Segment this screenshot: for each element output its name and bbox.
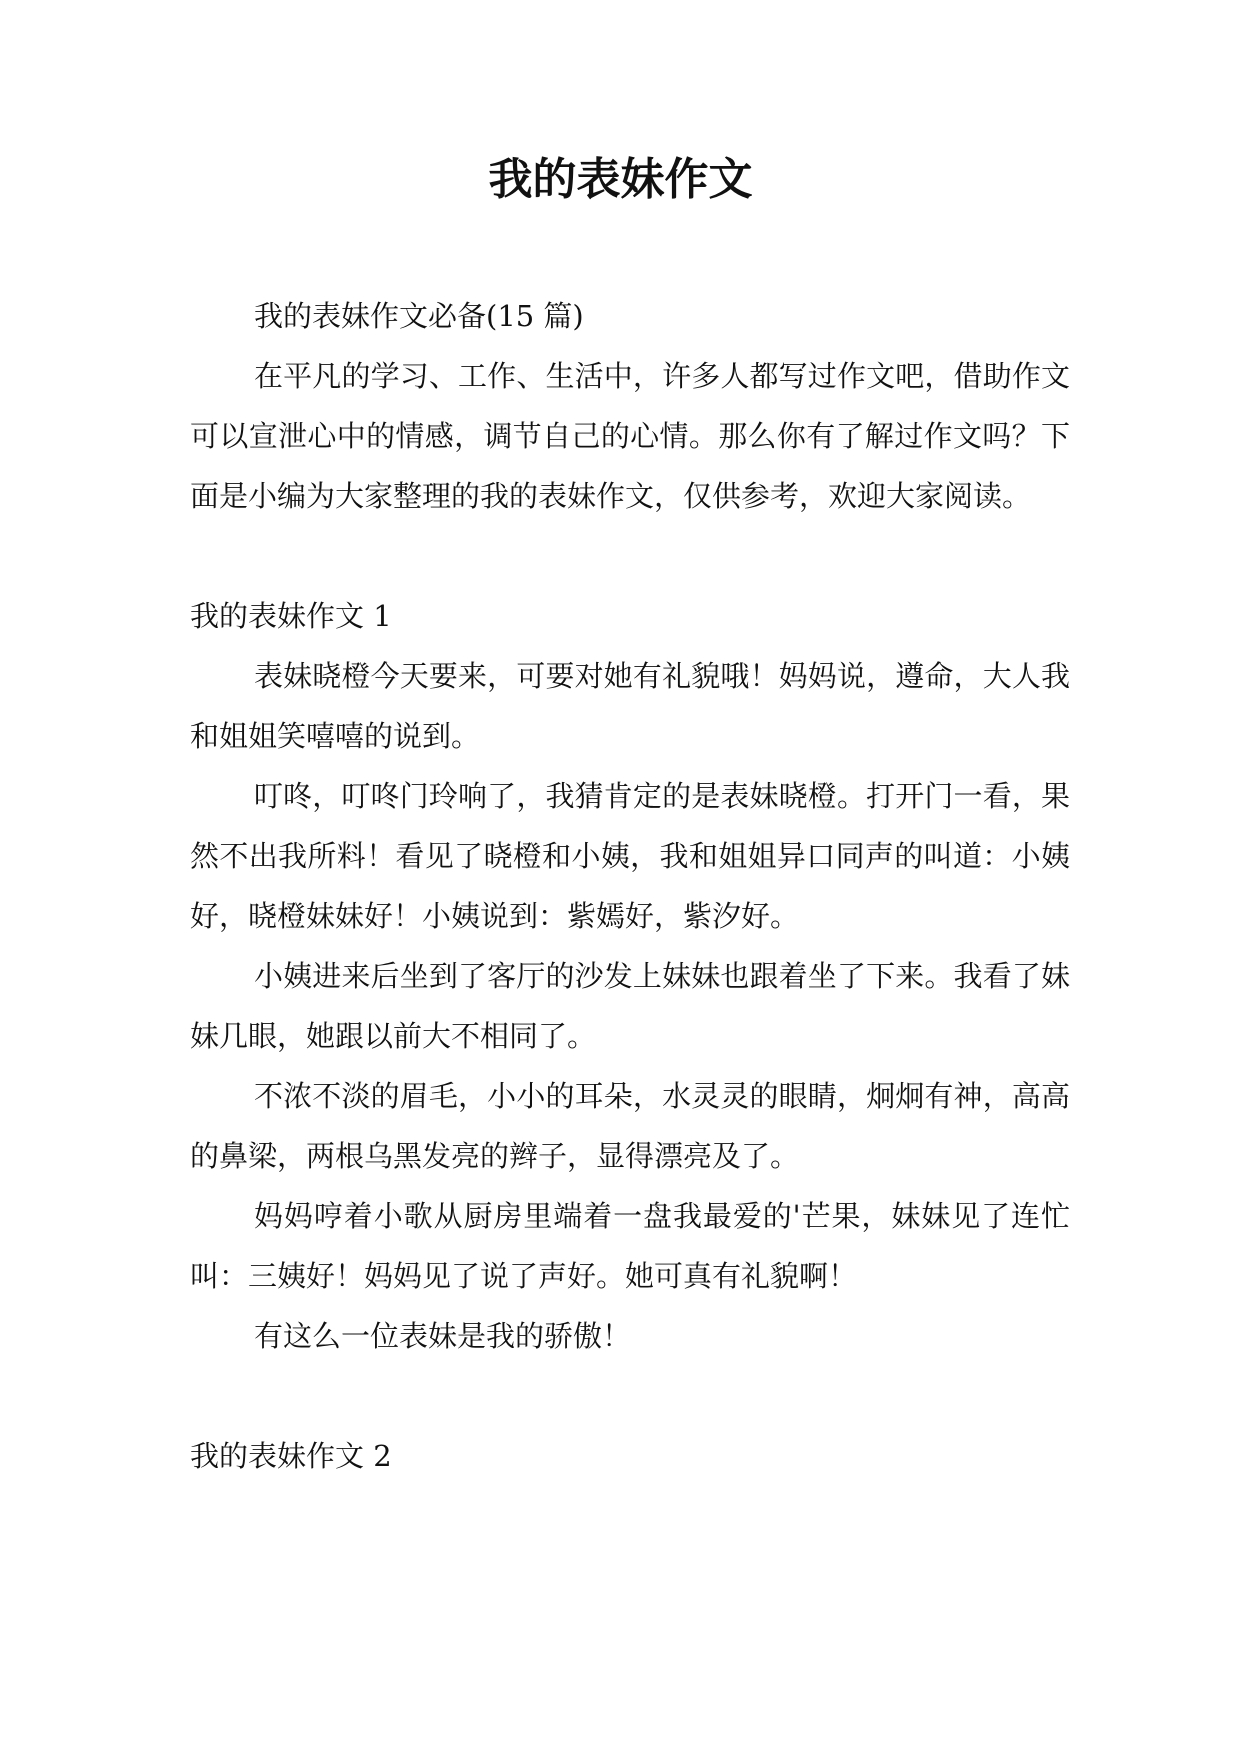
section-gap	[190, 1366, 1070, 1426]
intro-paragraph: 在平凡的学习、工作、生活中，许多人都写过作文吧，借助作文可以宣泄心中的情感，调节自己的心情。那么你有了解过作文吗？下面是小编为大家整理的我的表妹作文，仅供参考，欢迎大家阅读。	[190, 359, 1070, 513]
essay-1-paragraph: 叮咚，叮咚门玲响了，我猜肯定的是表妹晓橙。打开门一看，果然不出我所料！看见了晓橙和小姨，我和姐姐异口同声的叫道：小姨好，晓橙妹妹好！小姨说到：紫嫣好，紫汐好。	[190, 779, 1070, 933]
section-gap	[190, 526, 1070, 586]
intro-subtitle: 我的表妹作文必备(15 篇)	[254, 299, 584, 333]
essay-1-paragraph: 表妹晓橙今天要来，可要对她有礼貌哦！妈妈说，遵命，大人我和姐姐笑嘻嘻的说到。	[190, 659, 1070, 753]
essay-2-heading: 我的表妹作文 2	[190, 1439, 392, 1473]
essay-1-paragraph: 有这么一位表妹是我的骄傲！	[254, 1319, 632, 1353]
document-body	[190, 286, 1070, 1486]
essay-1-paragraph: 小姨进来后坐到了客厅的沙发上妹妹也跟着坐了下来。我看了妹妹几眼，她跟以前大不相同了。	[190, 959, 1070, 1053]
document-title: 我的表妹作文	[488, 154, 753, 205]
essay-1-paragraph: 不浓不淡的眉毛，小小的耳朵，水灵灵的眼睛，炯炯有神，高高的鼻梁，两根乌黑发亮的辫子，显得漂亮及了。	[190, 1079, 1070, 1173]
essay-1-paragraph: 妈妈哼着小歌从厨房里端着一盘我最爱的'芒果，妹妹见了连忙叫：三姨好！妈妈见了说了声好。她可真有礼貌啊！	[190, 1199, 1070, 1293]
essay-1-heading: 我的表妹作文 1	[190, 599, 392, 633]
